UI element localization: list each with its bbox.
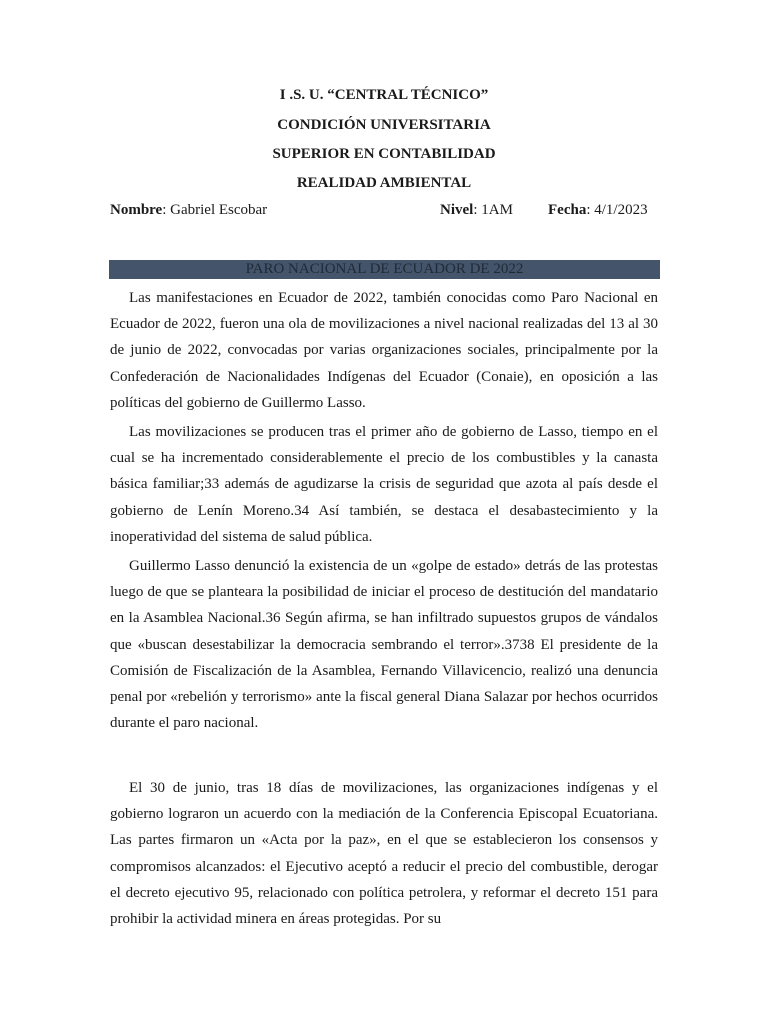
fecha-field [548, 201, 648, 219]
fecha-label: Fecha [548, 202, 587, 218]
nombre-field [110, 201, 267, 219]
section-title-banner: PARO NACIONAL DE ECUADOR DE 2022 [109, 260, 660, 279]
body-paragraph-4: El 30 de junio, tras 18 días de movilizaciones, las organizaciones indígenas y el gobierno lograron un acuerdo con la mediación de la Conferencia Episcopal Ecuatoriana. Las partes firmaron un «Acta por la paz», en el que se establecieron los consensos y compromisos alcanzados: el Ejecutivo aceptó a reducir el precio del combustible, derogar el decreto ejecutivo 95, relacionado con política petrolera, y reformar el decreto 151 para prohibir la actividad minera en áreas protegidas. Por su [110, 780, 658, 928]
nivel-value: : 1AM [473, 202, 513, 218]
subject-heading: REALIDAD AMBIENTAL [296, 175, 472, 191]
student-info-row [110, 201, 658, 221]
nombre-value: : Gabriel Escobar [162, 202, 268, 218]
body-paragraph-2: Las movilizaciones se producen tras el primer año de gobierno de Lasso, tiempo en el cual se ha incrementado considerablemente el precio de los combustibles y la canasta básica familiar;33 además de agudizarse la crisis de seguridad que azota al país desde el gobierno de Lenín Moreno.34 Así también, se destaca el desabastecimiento y la inoperatividad del sistema de salud pública. [110, 424, 658, 545]
nivel-field [440, 201, 513, 219]
nombre-label: Nombre [110, 202, 163, 218]
institution-heading: I .S. U. “CENTRAL TÉCNICO” [279, 87, 489, 103]
program-heading: SUPERIOR EN CONTABILIDAD [272, 146, 496, 162]
nivel-label: Nivel [440, 202, 474, 218]
condition-heading: CONDICIÓN UNIVERSITARIA [277, 117, 491, 133]
fecha-value: : 4/1/2023 [586, 202, 648, 218]
body-paragraph-3: Guillermo Lasso denunció la existencia de un «golpe de estado» detrás de las protestas luego de que se planteara la posibilidad de iniciar el proceso de destitución del mandatario en la Asamblea Nacional.36 Según afirma, se han infiltrado supuestos grupos de vándalos que «buscan desestabilizar la democracia sembrando el terror».3738 El presidente de la Comisión de Fiscalización de la Asamblea, Fernando Villavicencio, realizó una denuncia penal por «rebelión y terrorismo» ante la fiscal general Diana Salazar por hechos ocurridos durante el paro nacional. [110, 558, 658, 732]
body-paragraph-1: Las manifestaciones en Ecuador de 2022, también conocidas como Paro Nacional en Ecuador de 2022, fueron una ola de movilizaciones a nivel nacional realizadas del 13 al 30 de junio de 2022, convocadas por varias organizaciones sociales, principalmente por la Confederación de Nacionalidades Indígenas del Ecuador (Conaie), en oposición a las políticas del gobierno de Guillermo Lasso. [110, 290, 658, 411]
